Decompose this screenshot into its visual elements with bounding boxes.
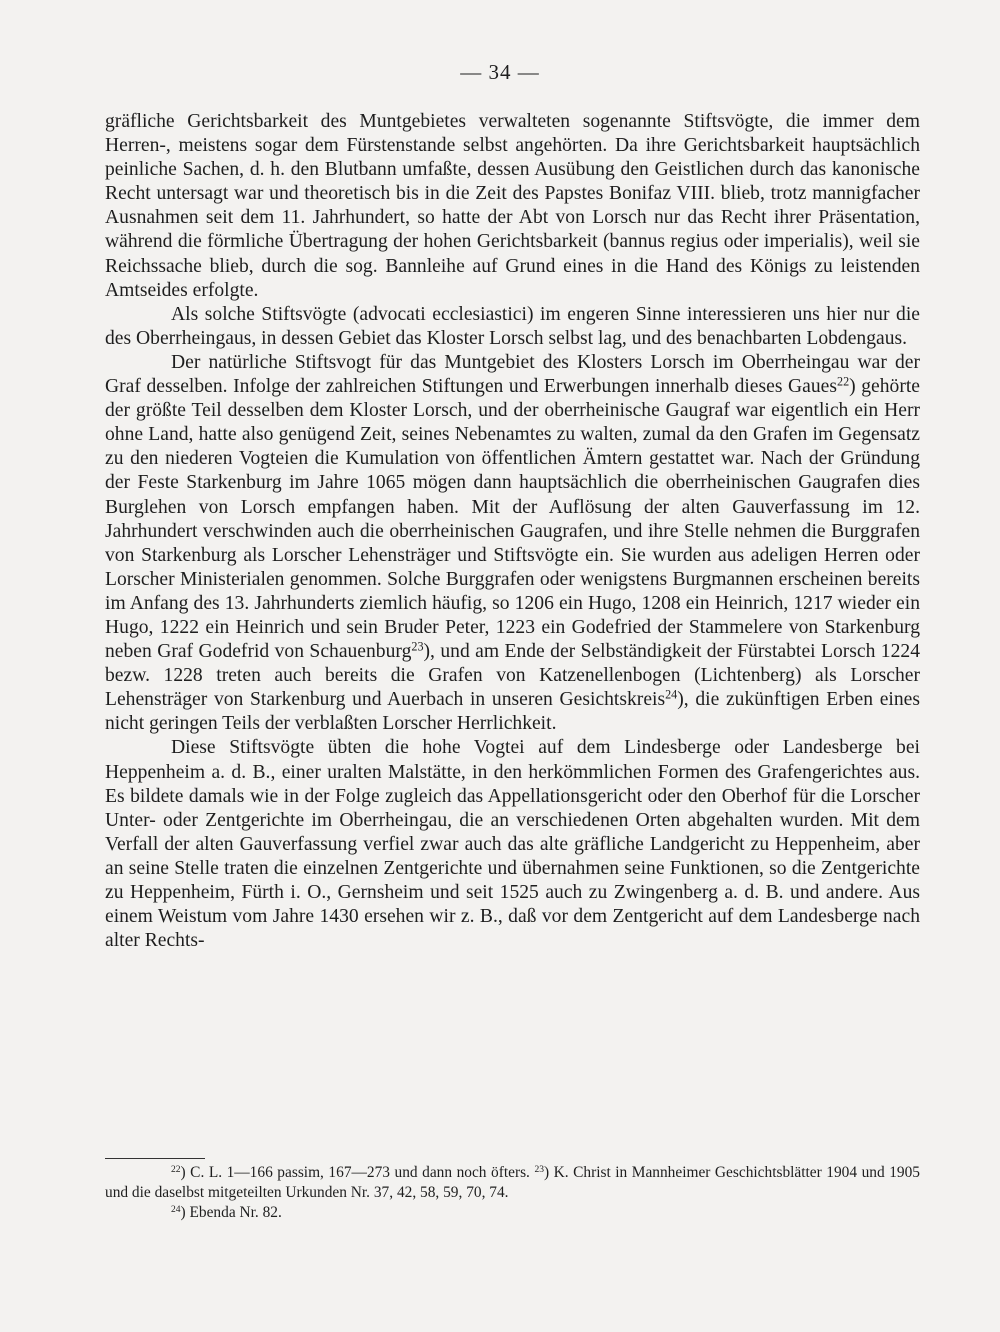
footnote-23-text: ) K. Christ in Mannheimer Geschichtsblätter 1904 und 1905 und die daselbst mitgeteilten Urkunden Nr. 37, 42, 58, 59, 70, 74. (105, 1164, 920, 1201)
footnote-mark-22: 22 (171, 1163, 181, 1175)
footnote-22-23 (105, 1163, 920, 1203)
footnote-mark-23: 23 (534, 1163, 544, 1175)
footnote-divider (105, 1158, 205, 1159)
paragraph-3-part: Der natürliche Stiftsvogt für das Muntgebiet des Klosters Lorsch im Oberrheingau war der Graf desselben. Infolge der zahlreichen Stiftungen und Erwerbungen innerhalb dieses Gaues (105, 351, 920, 398)
footnotes (105, 1163, 920, 1223)
footnote-ref-22: 22 (837, 374, 850, 389)
footnote-ref-23: 23 (411, 639, 424, 654)
page-number: — 34 — (460, 60, 540, 84)
footnote-22-text: ) C. L. 1—166 passim, 167—273 und dann noch öfters. (180, 1164, 535, 1181)
paragraph-3-part: ) gehörte der größte Teil desselben dem Kloster Lorsch, und der oberrheinische Gaugraf war eigentlich ein Herr ohne Land, hatte also genügend Zeit, seines Nebenamtes zu walten, zumal da den Grafen im Gegensatz zu den niederen Vogteien die Kumulation von öffentlichen Ämtern gestattet war. Nach der Gründung der Feste Starkenburg im Jahre 1065 mögen dann hauptsächlich die oberrheinischen Gaugrafen dies Burglehen von Lorsch empfangen haben. Mit der Auflösung der alten Gauverfassung im 12. Jahrhundert verschwinden auch die oberrheinischen Gaugrafen, und ihre Stelle nehmen die Burggrafen von Starkenburg als Lorscher Lehensträger und Stiftsvögte ein. Sie wurden aus adeligen Herren oder Lorscher Ministerialen genommen. Solche Burggrafen oder wenigstens Burgmannen erscheinen bereits im Anfang des 13. Jahrhunderts ziemlich häufig, so 1206 ein Hugo, 1208 ein Heinrich, 1217 wieder ein Hugo, 1222 ein Heinrich und sein Bruder Peter, 1223 ein Godefried der Stammelere von Starkenburg neben Graf Godefrid von Schauenburg (105, 376, 920, 663)
paragraph-3-part: ), die zukünftigen Erben eines nicht geringen Teils der verblaßten Lorscher Herrlichkeit. (105, 689, 920, 735)
paragraph-2: Als solche Stiftsvögte (advocati ecclesiastici) im engeren Sinne interessieren uns hier nur die des Oberrheingaus, in dessen Gebiet das Kloster Lorsch selbst lag, und des benachbarten Lobdengaus. (105, 303, 920, 349)
paragraph-3 (105, 351, 920, 737)
paragraph-1: gräfliche Gerichtsbarkeit des Muntgebietes verwalteten sogenannte Stiftsvögte, die immer dem Herren-, meistens sogar dem Fürstenstande selbst angehörten. Da ihre Gerichtsbarkeit hauptsächlich peinliche Sachen, d. h. den Blutbann umfaßte, dessen Ausübung den Geistlichen durch das kanonische Recht untersagt war und theoretisch bis in die Zeit des Papstes Bonifaz VIII. blieb, trotz mannigfacher Ausnahmen seit dem 11. Jahrhundert, so hatte der Abt von Lorsch nur das Recht ihrer Präsentation, während die förmliche Übertragung der hohen Gerichtsbarkeit (bannus regius oder imperialis), weil sie Reichssache blieb, durch die sog. Bannleihe auf Grund eines in die Hand des Königs zu leistenden Amtseides erfolgte. (105, 111, 920, 301)
paragraph-3-part: ), und am Ende der Selbständigkeit der Fürstabtei Lorsch 1224 bezw. 1228 treten auch bereits die Grafen von Katzenellenbogen (Lichtenberg) als Lorscher Lehensträger von Starkenburg und Auerbach in unseren Gesichtskreis (105, 641, 920, 711)
footnote-ref-24: 24 (665, 687, 678, 702)
paragraph-4: Diese Stiftsvögte übten die hohe Vogtei auf dem Lindesberge oder Landesberge bei Heppenheim a. d. B., einer uralten Malstätte, in den herkömmlichen Formen des Grafengerichtes aus. Es bildete damals wie in der Folge zugleich das Appellationsgericht oder den Oberhof für die Lorscher Unter- oder Zentgerichte im Oberrheingau, die an verschiedenen Orten abgehalten wurden. Mit dem Verfall der alten Gauverfassung verfiel zwar auch das alte gräfliche Landgericht zu Heppenheim, aber an seine Stelle traten die einzelnen Zentgerichte und übernahmen seine Funktionen, so die Zentgerichte zu Heppenheim, Fürth i. O., Gernsheim und seit 1525 auch zu Zwingenberg a. d. B. und andere. Aus einem Weistum vom Jahre 1430 ersehen wir z. B., daß vor dem Zentgericht auf dem Landesberge nach alter Rechts- (105, 737, 920, 952)
main-text (105, 110, 920, 953)
footnote-24-text: ) Ebenda Nr. 82. (180, 1204, 282, 1221)
footnote-24 (105, 1203, 920, 1223)
footnote-mark-24: 24 (171, 1203, 181, 1215)
